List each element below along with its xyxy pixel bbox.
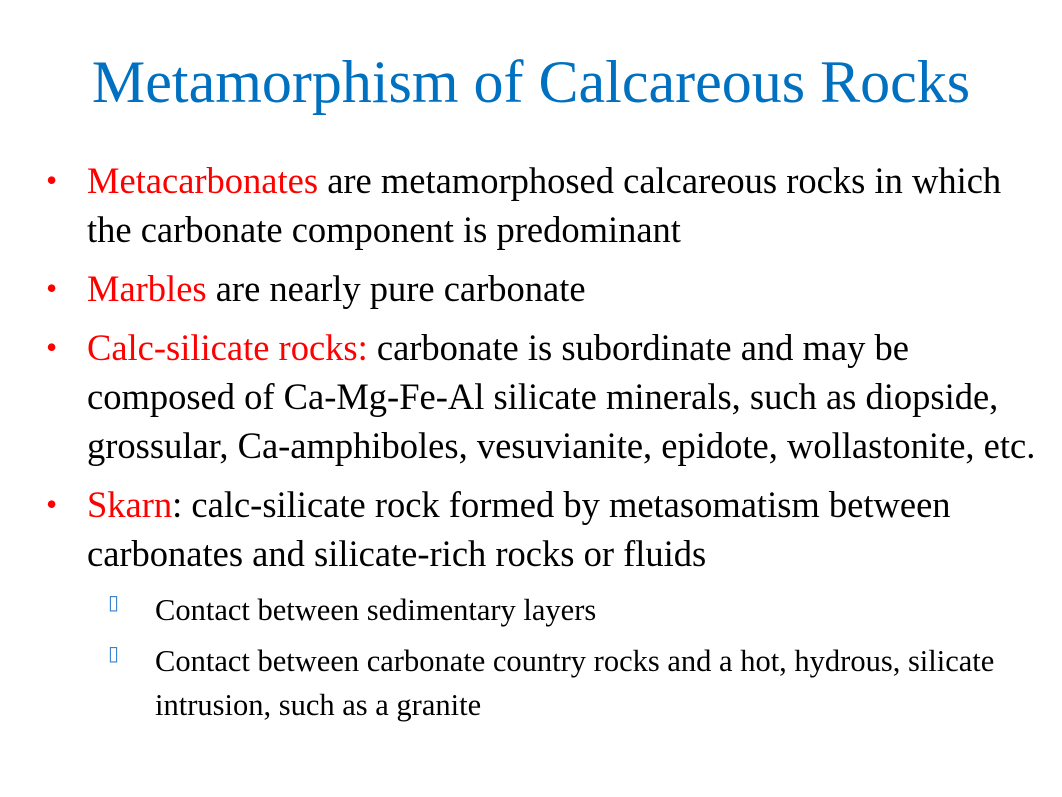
bullet-term: Skarn bbox=[87, 484, 173, 525]
bullet-term: Calc-silicate rocks: bbox=[87, 327, 368, 368]
bullet-item-marbles bbox=[0, 264, 1062, 313]
bullet-term: Marbles bbox=[87, 268, 207, 309]
bullet-icon: • bbox=[46, 162, 58, 198]
sub-bullet-list bbox=[0, 588, 1042, 727]
bullet-item-metacarbonates bbox=[0, 156, 1062, 254]
bullet-list bbox=[0, 156, 1062, 737]
slide-title: Metamorphism of Calcareous Rocks bbox=[91, 49, 971, 115]
bullet-text: are nearly pure carbonate bbox=[206, 268, 586, 309]
sub-bullet-icon: ▯ bbox=[108, 641, 120, 665]
bullet-text: : calc-silicate rock formed by metasomatism between carbonates and silicate-rich rocks or fluids bbox=[87, 484, 951, 574]
bullet-icon: • bbox=[46, 486, 58, 522]
bullet-text: carbonate is subordinate and may be composed of Ca-Mg-Fe-Al silicate minerals, such as diopside, grossular, Ca-amphiboles, vesuvianite, epidote, wollastonite, etc. bbox=[87, 327, 1036, 466]
bullet-icon: • bbox=[46, 329, 58, 365]
bullet-item-calc-silicate bbox=[0, 323, 1062, 470]
sub-bullet-icon: ▯ bbox=[108, 590, 120, 614]
sub-bullet-item bbox=[0, 639, 1042, 727]
bullet-icon: • bbox=[46, 270, 58, 306]
bullet-text: are metamorphosed calcareous rocks in which the carbonate component is predominant bbox=[87, 160, 1002, 250]
sub-bullet-item bbox=[0, 588, 1042, 632]
sub-bullet-text: Contact between sedimentary layers bbox=[155, 593, 597, 627]
bullet-term: Metacarbonates bbox=[87, 160, 319, 201]
sub-bullet-text: Contact between carbonate country rocks and a hot, hydrous, silicate intrusion, such as a granite bbox=[155, 644, 995, 722]
bullet-item-skarn bbox=[0, 480, 1062, 727]
